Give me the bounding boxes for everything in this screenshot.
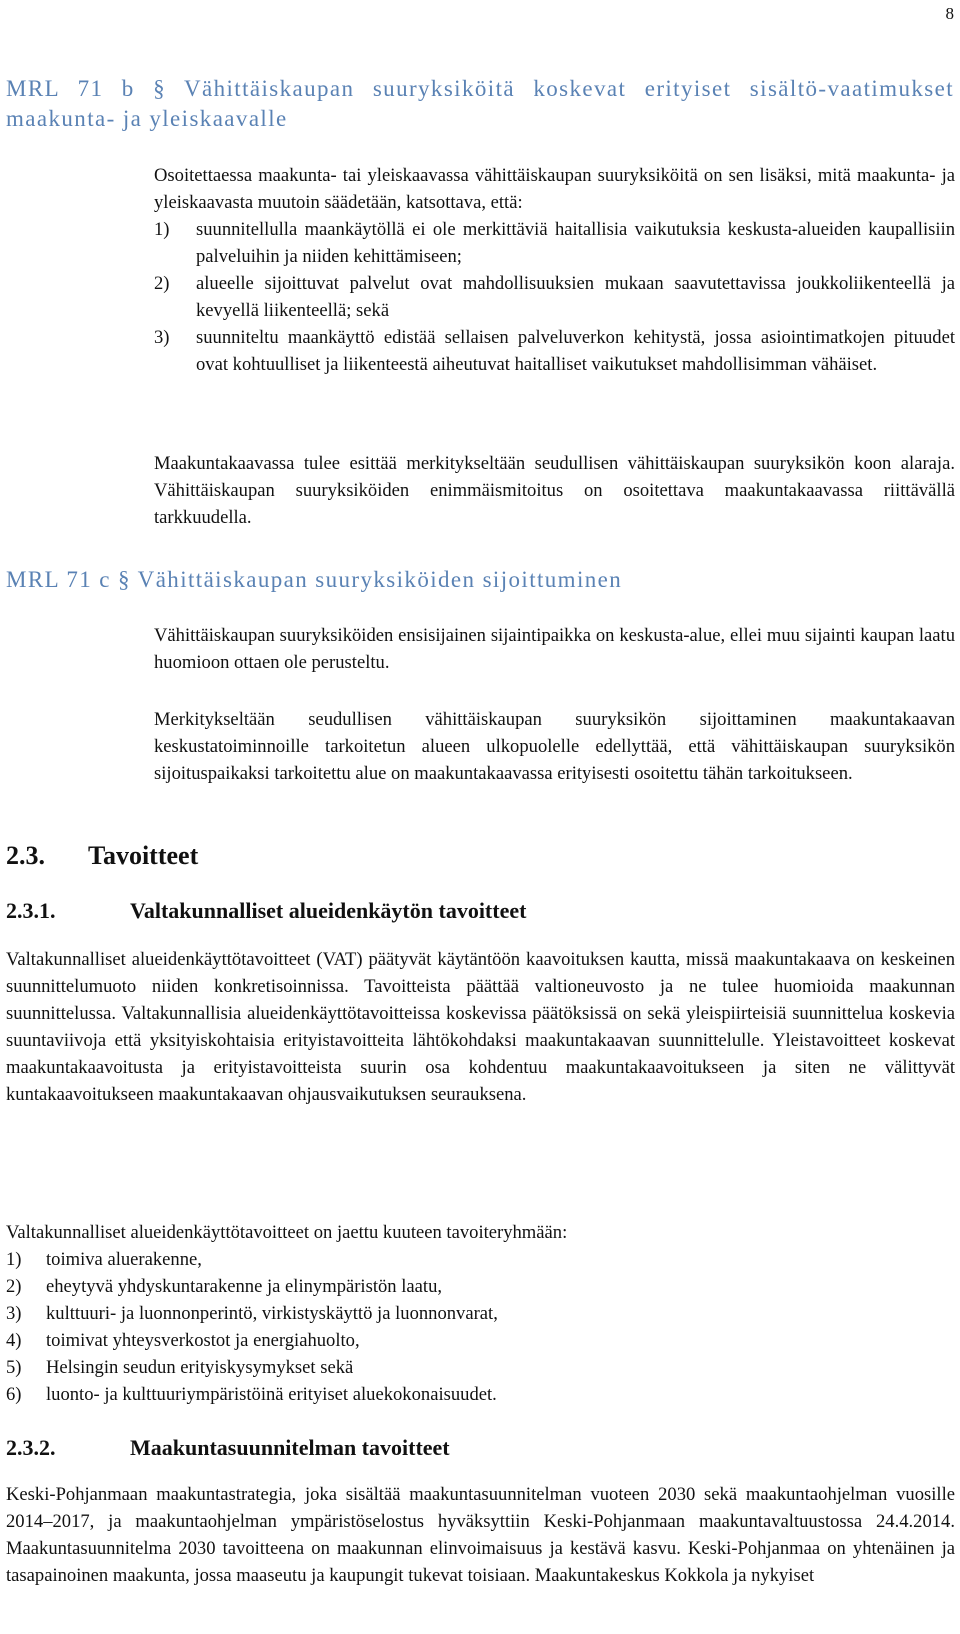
list-item [6,1381,955,1408]
section-title: Tavoitteet [88,841,199,870]
list-item [154,216,955,270]
section-number: 2.3. [6,841,45,870]
list-item-text: luonto- ja kulttuuriympäristöinä erityiset aluekokonaisuudet. [46,1384,497,1405]
section-2-3-2-heading [6,1434,450,1462]
list-item-text: kulttuuri- ja luonnonperintö, virkistyskäyttö ja luonnonvarat, [46,1303,498,1324]
list-item [154,324,955,378]
list-item-number: 2) [6,1276,22,1297]
section-2-3-1-heading [6,897,526,925]
list-item-text: eheytyvä yhdyskuntarakenne ja elinympäristön laatu, [46,1276,443,1297]
section-title: Maakuntasuunnitelman tavoitteet [130,1435,450,1460]
list-item-number: 1) [154,219,170,240]
list-item-text: Helsingin seudun erityiskysymykset sekä [46,1357,354,1378]
section-71b-heading: MRL 71 b § Vähittäiskaupan suuryksiköitä koskevat erityiset sisältö-vaatimukset maakunta- ja yleiskaavalle [6,76,954,131]
list-item-number: 4) [6,1330,22,1351]
list-item [6,1300,955,1327]
list-item-text: toimiva aluerakenne, [46,1249,202,1270]
list-item-number: 6) [6,1384,22,1405]
section-2-3-1-goal-list [6,1219,955,1408]
list-item [6,1273,955,1300]
section-title: Valtakunnalliset alueidenkäytön tavoitteet [130,898,527,923]
section-2-3-1-paragraph-1: Valtakunnalliset alueidenkäyttötavoitteet (VAT) päätyvät käytäntöön kaavoituksen kautta, missä maakuntakaava on keskeinen suunnittelumuoto niiden konkretisoinnissa. Tavoitteista päättää valtioneuvosto ja ne tulee huomioida maakunnan suunnittelussa. Valtakunnallisia alueidenkäyttötavoitteissa koskevissa päätöksissä on sekä yleispiirteisiä suunnittelua koskevia suuntaviivoja että yksityiskohtaisia erityistavoitteita lähtökohdaksi maakuntakaavan suunnittelulle. Yleistavoitteet koskevat maakuntakaavoitusta ja erityistavoitteista suurin osa kohdentuu maakuntakaavoitukseen ja siten ne välittyvät kuntakaavoitukseen maakuntakaavan ohjausvaikutuksen seurauksena. [6,949,955,1105]
list-item-number: 5) [6,1357,22,1378]
section-71b-body [154,162,955,378]
list-item [154,270,955,324]
list-item-number: 3) [6,1303,22,1324]
page-number: 8 [945,4,954,23]
list-item-text: suunniteltu maankäyttö edistää sellaisen palveluverkon kehitystä, jossa asiointimatkojen pituudet ovat kohtuulliset ja liikenteestä aiheutuvat haitalliset vaikutukset mahdollisimman vähäiset. [196,327,955,375]
list-item-text: alueelle sijoittuvat palvelut ovat mahdollisuuksien mukaan saavutettavissa joukkoliikenteellä ja kevyellä liikenteellä; sekä [196,273,955,321]
list-item-text: suunnitellulla maankäytöllä ei ole merkittäviä haitallisia vaikutuksia keskusta-alueiden kaupallisiin palveluihin ja niiden kehittämiseen; [196,219,955,267]
section-2-3-2-paragraph-1: Keski-Pohjanmaan maakuntastrategia, joka sisältää maakuntasuunnitelman vuoteen 2030 sekä maakuntaohjelman vuosille 2014–2017, ja maakuntaohjelman ympäristöselostus hyväksyttiin Keski-Pohjanmaan maakuntavaltuustossa 24.4.2014. Maakuntasuunnitelma 2030 tavoitteena on maakunnan elinvoimaisuus ja kestävä kasvu. Keski-Pohjanmaa on yhtenäinen ja tasapainoinen maakunta, jossa maaseutu ja kaupungit tukevat toisiaan. Maakuntakeskus Kokkola ja nykyiset [6,1484,955,1586]
section-71c-heading: MRL 71 c § Vähittäiskaupan suuryksiköiden sijoittuminen [6,567,623,592]
section-2-3-heading [6,840,198,872]
section-number: 2.3.1. [6,898,56,923]
section-71b-paragraph-2: Maakuntakaavassa tulee esittää merkitykseltään seudullisen vähittäiskaupan suuryksikön koon alaraja. Vähittäiskaupan suuryksiköiden enimmäismitoitus on osoitettava maakuntakaavassa riittävällä tarkkuudella. [154,453,955,528]
list-item-text: toimivat yhteysverkostot ja energiahuolto, [46,1330,360,1351]
section-number: 2.3.2. [6,1435,56,1460]
section-71c-paragraph-2: Merkitykseltään seudullisen vähittäiskaupan suuryksikön sijoittaminen maakuntakaavan keskustatoiminnoille tarkoitetun alueen ulkopuolelle edellyttää, että vähittäiskaupan suuryksikön sijoituspaikaksi tarkoitettu alue on maakuntakaavassa erityisesti osoitettu tähän tarkoitukseen. [154,709,955,784]
list-item [6,1246,955,1273]
list-item-number: 3) [154,327,170,348]
list-item-number: 2) [154,273,170,294]
section-71c-paragraph-1: Vähittäiskaupan suuryksiköiden ensisijainen sijaintipaikka on keskusta-alue, ellei muu sijainti kaupan laatu huomioon ottaen ole perusteltu. [154,625,955,673]
list-item [6,1327,955,1354]
list-intro: Valtakunnalliset alueidenkäyttötavoitteet on jaettu kuuteen tavoiteryhmään: [6,1222,568,1243]
section-71b-intro: Osoitettaessa maakunta- tai yleiskaavassa vähittäiskaupan suuryksiköitä on sen lisäksi, mitä maakunta- ja yleiskaavasta muutoin säädetään, katsottava, että: [154,165,955,213]
list-item-number: 1) [6,1249,22,1270]
list-item [6,1354,955,1381]
